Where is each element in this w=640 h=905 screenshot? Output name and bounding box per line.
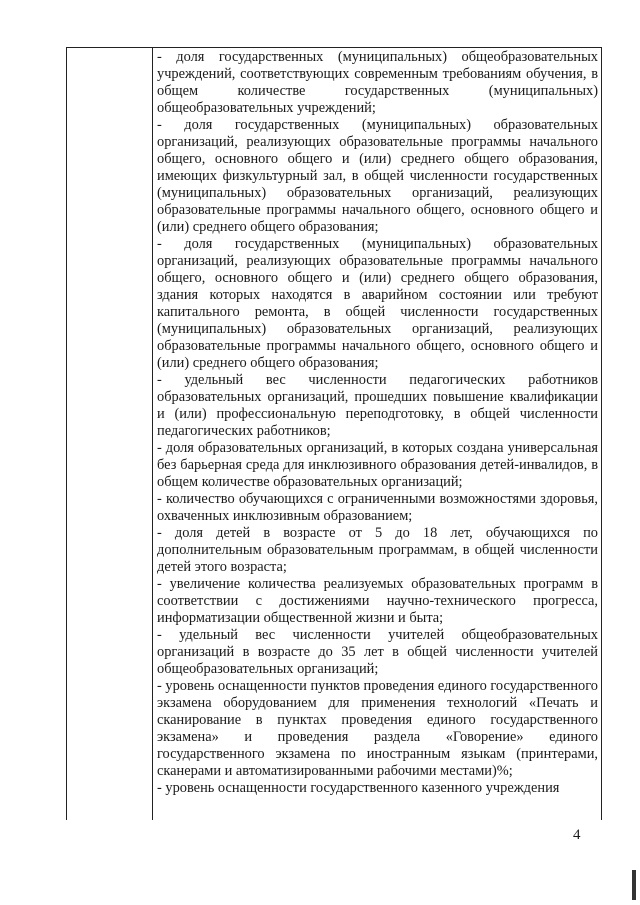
indicator-item: - доля государственных (муниципальных) образовательных организаций, реализующих образовательные программы начального общего, основного общего и (или) среднего общего образования, здания которых находятся в аварийном состоянии или требуют капитального ремонта, в общей численности государственных (муниципальных) образовательных организаций, реализующих образовательные программы начального общего, основного общего и (или) среднего общего образования;: [157, 236, 598, 371]
indicator-item: - доля государственных (муниципальных) образовательных организаций, реализующих образовательные программы начального общего, основного общего и (или) среднего общего образования, имеющих физкультурный зал, в общей численности государственных (муниципальных) образовательных организаций, реализующих образовательные программы начального общего, основного общего и (или) среднего общего образования;: [157, 117, 598, 235]
indicator-item: - удельный вес численности педагогических работников образовательных организаций, прошедших повышение квалификации и (или) профессиональную переподготовку, в общей численности педагогических работников;: [157, 372, 598, 439]
indicator-item: - доля государственных (муниципальных) общеобразовательных учреждений, соответствующих современным требованиям обучения, в общем количестве государственных (муниципальных) общеобразовательных учреждений;: [157, 49, 598, 116]
indicator-item: - доля детей в возрасте от 5 до 18 лет, обучающихся по дополнительным образовательным программам, в общей численности детей этого возраста;: [157, 525, 598, 575]
indicator-item: - количество обучающихся с ограниченными возможностями здоровья, охваченных инклюзивным образованием;: [157, 491, 598, 524]
indicator-item: - удельный вес численности учителей общеобразовательных организаций в возрасте до 35 лет в общей численности учителей общеобразовательных организаций;: [157, 627, 598, 677]
indicator-item: - уровень оснащенности государственного казенного учреждения: [157, 780, 560, 796]
page-number: 4: [573, 827, 581, 843]
indicator-item: - доля образовательных организаций, в которых создана универсальная без барьерная среда для инклюзивного образования детей-инвалидов, в общем количестве образовательных организаций;: [157, 440, 598, 490]
indicators-cell: [157, 49, 598, 797]
column-divider: [152, 47, 153, 820]
indicator-item: - уровень оснащенности пунктов проведения единого государственного экзамена оборудованием для применения технологий «Печать и сканирование в пунктах проведения единого государственного экзамена» и проведения раздела «Говорение» единого государственного экзамена по иностранным языкам (принтерами, сканерами и автоматизированными рабочими местами)%;: [157, 678, 598, 779]
indicator-item: - увеличение количества реализуемых образовательных программ в соответствии с достижениями научно-технического прогресса, информатизации общественной жизни и быта;: [157, 576, 598, 626]
scan-edge-mark: [632, 870, 636, 900]
